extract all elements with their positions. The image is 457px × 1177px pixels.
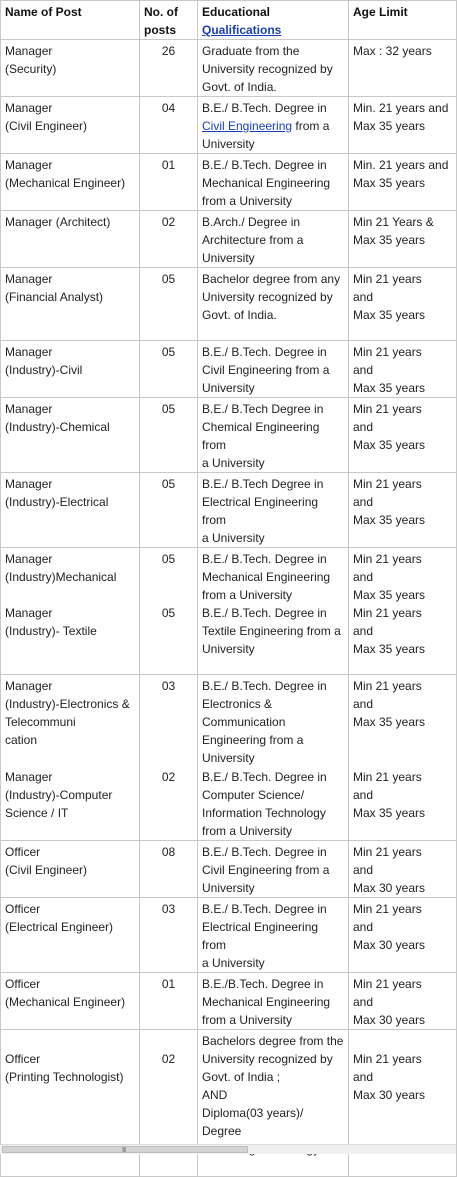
qualification-text-post: from a University xyxy=(202,119,330,151)
table-row xyxy=(1,398,457,473)
table-header-row xyxy=(1,1,457,40)
post-name-entry: Manager (Industry)-Electronics & Telecommuni cation xyxy=(5,679,130,747)
table-row xyxy=(1,898,457,973)
post-name-cell: Manager (Industry)-Chemical xyxy=(1,398,140,473)
post-name-cell: Manager (Security) xyxy=(1,40,140,97)
qualification-cell: B.E./B.Tech. Degree in Mechanical Engineering from a University xyxy=(198,973,349,1030)
age-limit-cell: Min 21 years and Max 30 years xyxy=(349,1030,457,1177)
post-count-cell: 02 xyxy=(140,211,198,268)
civil-engineering-link[interactable]: Civil Engineering xyxy=(202,119,293,133)
post-count-cell: 05 xyxy=(140,341,198,398)
post-count-cell: 05 xyxy=(140,398,198,473)
post-name-entry: Manager (Industry)-Computer Science / IT xyxy=(5,770,113,820)
post-count-cell: 05 xyxy=(140,268,198,341)
post-name-cell: Manager (Architect) xyxy=(1,211,140,268)
qualification-cell: B.E./ B.Tech. Degree in Civil Engineering from a University xyxy=(198,841,349,898)
header-educational-qualifications xyxy=(198,1,349,40)
post-count-cell: 04 xyxy=(140,97,198,154)
table-row xyxy=(1,268,457,341)
age-limit-entry: Min 21 years and Max 35 years xyxy=(353,770,426,820)
qualification-cell: B.E./ B.Tech Degree in Chemical Engineering from a University xyxy=(198,398,349,473)
age-limit-entry: Min 21 years and Max 35 years xyxy=(353,552,426,602)
header-no-of-posts: No. of posts xyxy=(140,1,198,40)
qualification-text-pre: B.E./ B.Tech. Degree in xyxy=(202,101,327,115)
age-limit-cell: Min 21 years and Max 30 years xyxy=(349,973,457,1030)
post-name-cell: Manager (Mechanical Engineer) xyxy=(1,154,140,211)
qualification-cell: B.E./ B.Tech. Degree in Electrical Engineering from a University xyxy=(198,898,349,973)
qualification-entry: B.E./ B.Tech. Degree in Computer Science/ Information Technology from a University xyxy=(202,770,327,838)
age-limit-cell: Min 21 years and Max 30 years xyxy=(349,841,457,898)
age-limit-cell: Min 21 years and Max 35 years xyxy=(349,398,457,473)
qualification-cell xyxy=(198,548,349,675)
table-row xyxy=(1,211,457,268)
header-name-of-post: Name of Post xyxy=(1,1,140,40)
post-count-cell: 01 xyxy=(140,154,198,211)
post-count-entry: 03 xyxy=(161,679,176,693)
post-count-cell: 05 xyxy=(140,473,198,548)
age-limit-cell: Min 21 years and Max 35 years xyxy=(349,341,457,398)
table-row xyxy=(1,97,457,154)
post-name-cell: Officer (Printing Technologist) xyxy=(1,1030,140,1177)
age-limit-cell: Min. 21 years and Max 35 years xyxy=(349,154,457,211)
post-count-entry: 05 xyxy=(161,552,176,566)
age-limit-cell: Min 21 years and Max 35 years xyxy=(349,268,457,341)
post-count-cell: 26 xyxy=(140,40,198,97)
post-name-entry: Manager (Industry)Mechanical xyxy=(5,552,117,584)
qualification-cell: Bachelors degree from the University recognized by Govt. of India ; AND Diploma(03 years)/ Degree xyxy=(198,1030,349,1177)
table-row xyxy=(1,473,457,548)
qualification-cell: Bachelor degree from any University recognized by Govt. of India. xyxy=(198,268,349,341)
table-row xyxy=(1,341,457,398)
age-limit-cell: Max : 32 years xyxy=(349,40,457,97)
age-limit-entry: Min 21 years and Max 35 years xyxy=(353,679,426,729)
qualification-cell: B.E./ B.Tech. Degree in Civil Engineering from a University xyxy=(198,341,349,398)
age-limit-cell: Min 21 Years & Max 35 years xyxy=(349,211,457,268)
post-name-cell xyxy=(1,548,140,675)
qualification-cell: B.E./ B.Tech Degree in Electrical Engineering from a University xyxy=(198,473,349,548)
post-name-entry: Manager (Industry)- Textile xyxy=(5,606,97,638)
post-count-cell: 08 xyxy=(140,841,198,898)
table-row xyxy=(1,548,457,675)
table-row xyxy=(1,154,457,211)
age-limit-cell xyxy=(349,548,457,675)
qualification-cell: Graduate from the University recognized by Govt. of India. xyxy=(198,40,349,97)
post-name-cell: Officer (Mechanical Engineer) xyxy=(1,973,140,1030)
horizontal-scrollbar[interactable] xyxy=(0,1144,456,1154)
table-row xyxy=(1,40,457,97)
post-count-cell: 01 xyxy=(140,973,198,1030)
post-name-cell: Officer (Electrical Engineer) xyxy=(1,898,140,973)
table-row xyxy=(1,1030,457,1177)
age-limit-cell: Min. 21 years and Max 35 years xyxy=(349,97,457,154)
qualification-cell xyxy=(198,97,349,154)
qualification-entry: B.E./ B.Tech. Degree in Mechanical Engineering from a University xyxy=(202,552,331,602)
post-count-cell xyxy=(140,675,198,841)
post-name-cell: Officer (Civil Engineer) xyxy=(1,841,140,898)
age-limit-entry: Min 21 years and Max 35 years xyxy=(353,606,426,656)
post-count-cell: 02 xyxy=(140,1030,198,1177)
qualification-cell: B.Arch./ Degree in Architecture from a University xyxy=(198,211,349,268)
table-row xyxy=(1,841,457,898)
table-row xyxy=(1,675,457,841)
qualifications-link[interactable]: Qualifications xyxy=(202,23,282,37)
qualification-cell: B.E./ B.Tech. Degree in Mechanical Engineering from a University xyxy=(198,154,349,211)
post-count-entry: 02 xyxy=(161,770,176,784)
post-count-cell xyxy=(140,548,198,675)
post-name-cell: Manager (Industry)-Electrical xyxy=(1,473,140,548)
post-name-cell: Manager (Industry)-Civil xyxy=(1,341,140,398)
header-qual-line1: Educational xyxy=(202,5,271,19)
post-name-cell xyxy=(1,675,140,841)
post-count-cell: 03 xyxy=(140,898,198,973)
scrollbar-thumb[interactable] xyxy=(2,1146,248,1153)
qualification-entry: B.E./ B.Tech. Degree in Textile Engineering from a University xyxy=(202,606,341,656)
table-row xyxy=(1,973,457,1030)
post-name-cell: Manager (Civil Engineer) xyxy=(1,97,140,154)
post-name-cell: Manager (Financial Analyst) xyxy=(1,268,140,341)
age-limit-cell: Min 21 years and Max 30 years xyxy=(349,898,457,973)
age-limit-cell xyxy=(349,675,457,841)
qualification-cell xyxy=(198,675,349,841)
header-age-limit: Age Limit xyxy=(349,1,457,40)
post-count-entry: 05 xyxy=(161,606,176,620)
scrollbar-grip-icon: III xyxy=(122,1146,126,1154)
qualification-entry: B.E./ B.Tech. Degree in Electronics & Communication Engineering from a University xyxy=(202,679,327,765)
age-limit-cell: Min 21 years and Max 35 years xyxy=(349,473,457,548)
